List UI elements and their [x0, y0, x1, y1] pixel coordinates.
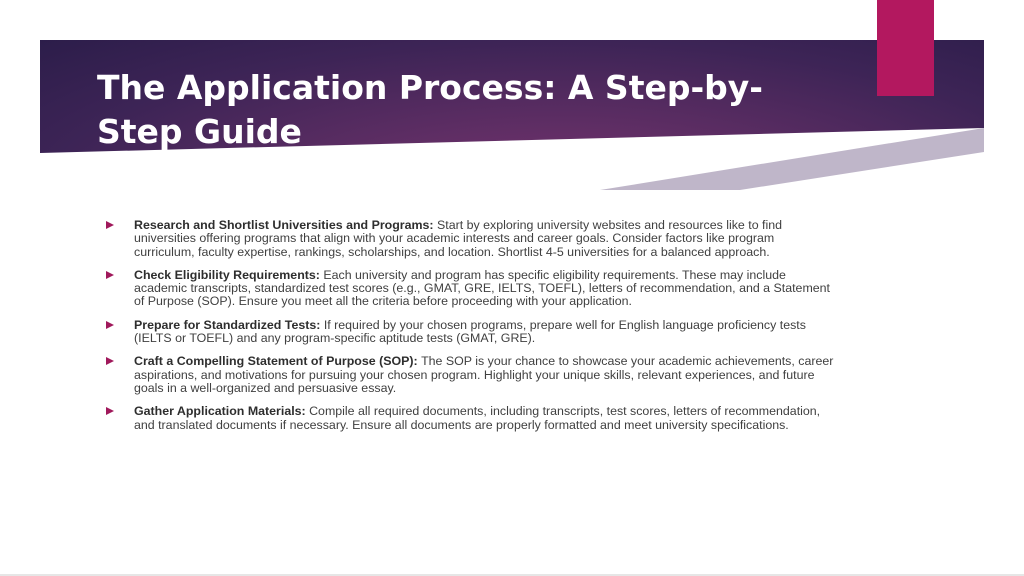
bullet-arrow-icon: [106, 357, 114, 365]
bullet-lead: Check Eligibility Requirements:: [134, 267, 324, 282]
bullet-lead: Gather Application Materials:: [134, 404, 310, 419]
bullet-list: [104, 219, 834, 442]
bullet-lead: Research and Shortlist Universities and Programs:: [134, 218, 437, 232]
bullet-arrow-icon: [106, 321, 114, 329]
bullet-text: If required by your chosen programs, prepare well for English language proficiency tests (IELTS or TOEFL) and any program-specific aptitude tests (GMAT, GRE).: [134, 317, 806, 346]
bullet-item: [104, 405, 834, 432]
accent-tab: [877, 0, 934, 96]
bullet-text: The SOP is your chance to showcase your academic achievements, career aspirations, and motivations for pursuing your chosen program. Highlight your unique skills, relevant experiences, and future goals in a well-organized and persuasive essay.: [134, 354, 834, 395]
bullet-item: [104, 219, 834, 259]
bullet-arrow-icon: [106, 271, 114, 279]
bullet-text: Each university and program has specific eligibility requirements. These may include academic transcripts, standardized test scores (e.g., GMAT, GRE, IELTS, TOEFL), letters of recommendation, and a Statement of Purpose (SOP). Ensure you meet all the criteria before proceeding with your application.: [134, 267, 830, 309]
bullet-lead: Craft a Compelling Statement of Purpose (SOP):: [134, 354, 422, 369]
bullet-arrow-icon: [106, 407, 114, 415]
bullet-text: Compile all required documents, including transcripts, test scores, letters of recommendation, and translated documents if necessary. Ensure all documents are properly formatted and meet university specifications.: [134, 404, 821, 432]
bullet-item: [104, 269, 834, 309]
bullet-arrow-icon: [106, 221, 114, 229]
bullet-item: [104, 319, 834, 346]
slide-title: The Application Process: A Step-by-Step Guide: [97, 68, 763, 151]
bullet-lead: Prepare for Standardized Tests:: [134, 317, 324, 332]
bullet-text: Start by exploring university websites and resources like to find universities offering programs that align with your academic interests and career goals. Consider factors like program curriculum, faculty expertise, rankings, scholarships, and location. Shortlist 4-5 universities for a balanced approach.: [134, 218, 783, 259]
bullet-item: [104, 355, 834, 395]
